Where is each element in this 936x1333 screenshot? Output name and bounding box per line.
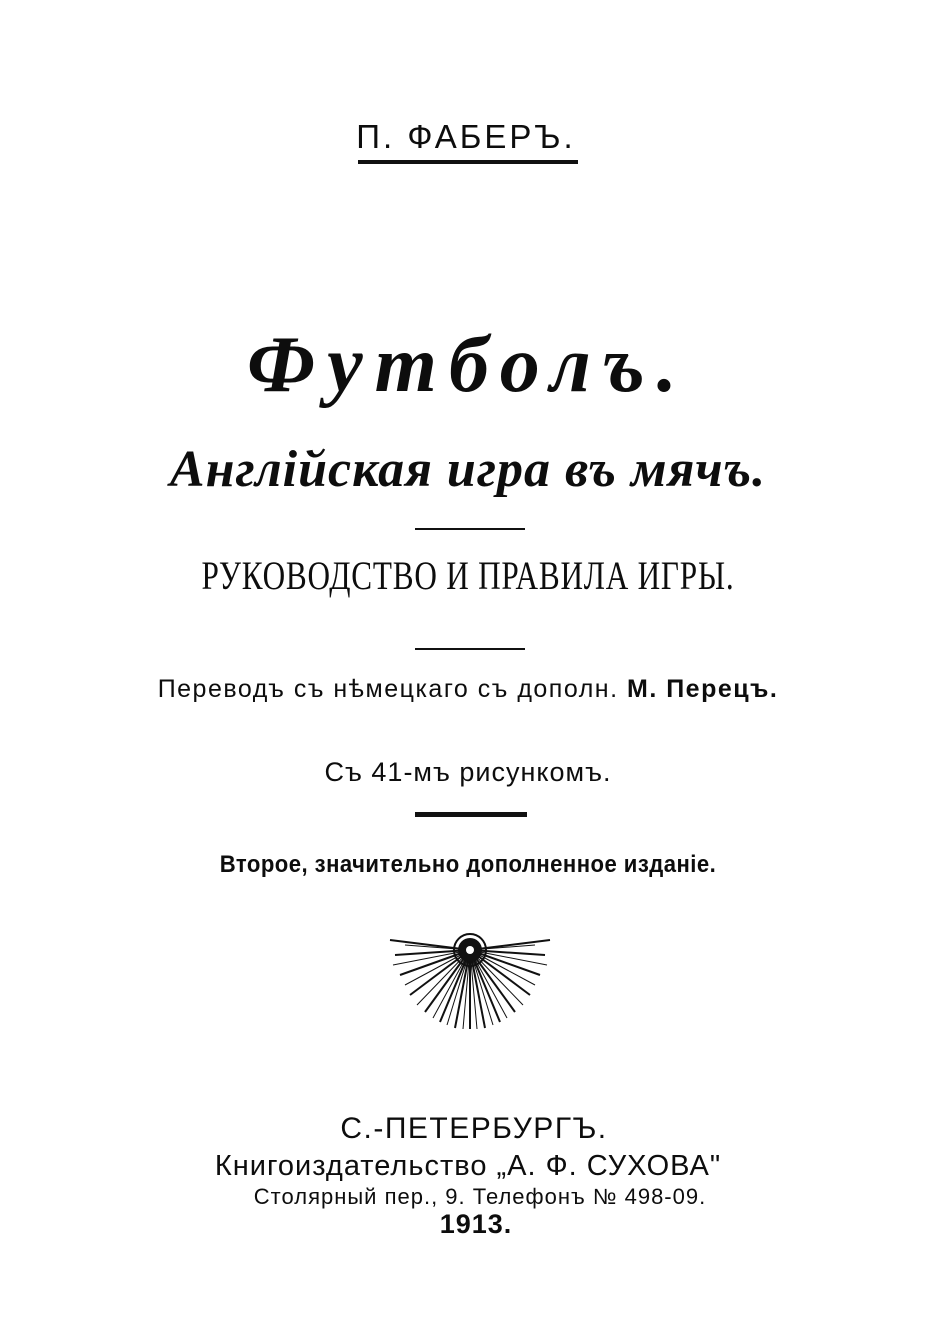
book-title: Футболъ. — [247, 321, 689, 409]
translation-line — [0, 675, 936, 704]
sunburst-ornament-icon — [385, 930, 555, 1030]
imprint-address: Столярный пер., 9. Телефонъ № 498-09. — [253, 1184, 707, 1209]
author-underline — [358, 160, 578, 164]
edition-note: Второе, значительно дополненное изданіе. — [219, 851, 717, 878]
book-subtitle: Англійская игра въ мячъ. — [169, 441, 767, 498]
imprint-city: С.-ПЕТЕРБУРГЪ. — [340, 1112, 608, 1145]
imprint-publisher: Книгоиздательство „А. Ф. СУХОВА" — [214, 1150, 722, 1182]
divider-3 — [415, 812, 527, 817]
guide-heading: РУКОВОДСТВО И ПРАВИЛА ИГРЫ. — [201, 553, 735, 598]
divider-2 — [415, 648, 525, 650]
imprint-year: 1913. — [439, 1209, 513, 1239]
translation-prefix: Переводъ съ нѣмецкаго съ дополн. — [157, 675, 619, 703]
figures-note: Съ 41-мъ рисункомъ. — [324, 757, 612, 787]
divider-1 — [415, 528, 525, 530]
translator-name: М. Перецъ. — [627, 675, 779, 703]
author-name: П. ФАБЕРЪ. — [356, 118, 576, 155]
